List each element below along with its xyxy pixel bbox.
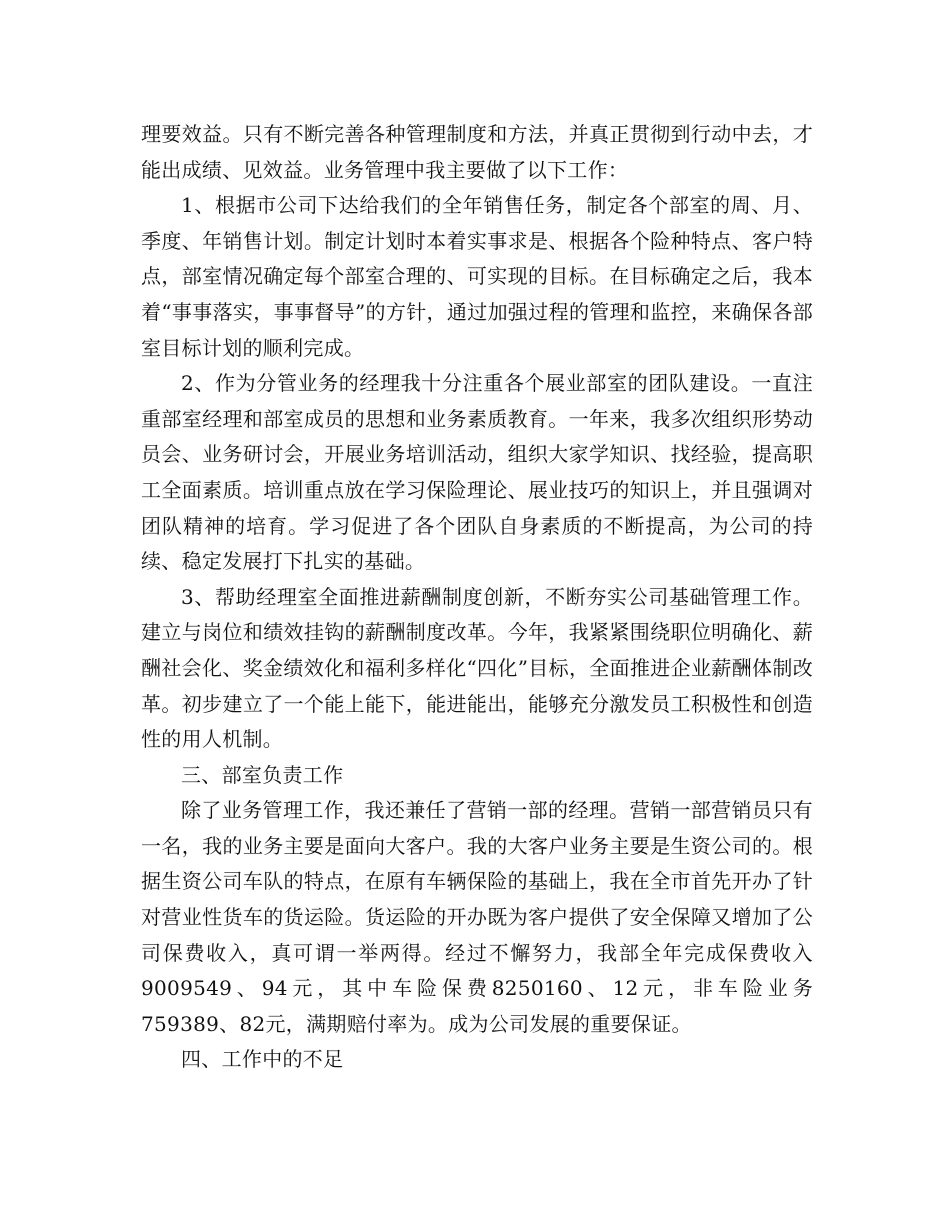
paragraph-item-1: 1、根据市公司下达给我们的全年销售任务，制定各个部室的周、月、季度、年销售计划。制定计划时本着实事求是、根据各个险种特点、客户特点，部室情况确定每个部室合理的、可实现的目标。在目标确定之后，我本着“事事落实，事事督导”的方针，通过加强过程的管理和监控，来确保各部室目标计划的顺利完成。	[141, 193, 813, 360]
section-heading-4: 四、工作中的不足	[181, 1047, 344, 1072]
paragraph-item-2: 2、作为分管业务的经理我十分注重各个展业部室的团队建设。一直注重部室经理和部室成员的思想和业务素质教育。一年来，我多次组织形势动员会、业务研讨会，开展业务培训活动，组织大家学知识、找经验，提高职工全面素质。培训重点放在学习保险理论、展业技巧的知识上，并且强调对团队精神的培育。学习促进了各个团队自身素质的不断提高，为公司的持续、稳定发展打下扎实的基础。	[141, 371, 813, 574]
paragraph-continuation: 理要效益。只有不断完善各种管理制度和方法，并真正贯彻到行动中去，才能出成绩、见效益。业务管理中我主要做了以下工作：	[141, 122, 813, 182]
paragraph-department-work: 除了业务管理工作，我还兼任了营销一部的经理。营销一部营销员只有一名，我的业务主要是面向大客户。我的大客户业务主要是生资公司的。根据生资公司车队的特点，在原有车辆保险的基础上，我在全市首先开办了针对营业性货车的货运险。货运险的开办既为客户提供了安全保障又增加了公司保费收入，真可谓一举两得。经过不懈努力，我部全年完成保费收入9009549、94元，其中车险保费8250160、12元，非车险业务759389、82元，满期赔付率为。成为公司发展的重要保证。	[141, 798, 813, 1036]
document-body	[141, 117, 813, 1078]
paragraph-item-3: 3、帮助经理室全面推进薪酬制度创新，不断夯实公司基础管理工作。建立与岗位和绩效挂钩的薪酬制度改革。今年，我紧紧围绕职位明确化、薪酬社会化、奖金绩效化和福利多样化“四化”目标，全面推进企业薪酬体制改革。初步建立了一个能上能下，能进能出，能够充分激发员工积极性和创造性的用人机制。	[141, 584, 813, 752]
section-heading-3: 三、部室负责工作	[181, 762, 344, 787]
